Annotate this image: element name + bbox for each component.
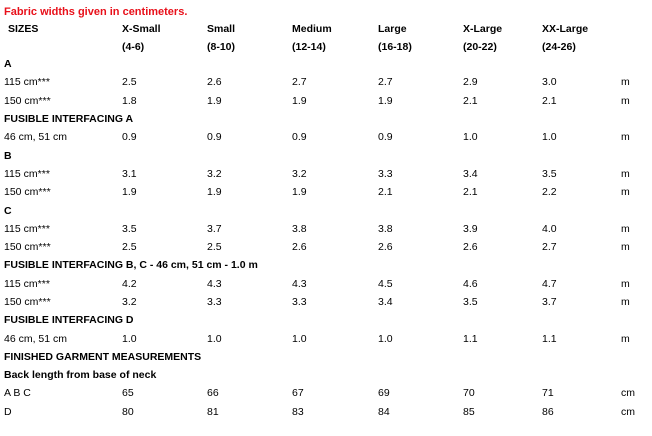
unit-cell: m [621,76,630,89]
table-cell: 2.5 [122,241,137,254]
table-cell: 3.5 [122,222,137,235]
table-cell: 85 [463,405,475,418]
unit-cell: m [621,131,630,144]
table-cell: 3.3 [292,296,307,308]
table-row [0,165,652,183]
table-row [0,128,652,146]
row-label: 150 cm*** [4,94,51,107]
section-heading: FUSIBLE INTERFACING B, C - 46 cm, 51 cm - 1.0 m [4,259,258,272]
table-cell: 67 [292,387,304,400]
table-row [0,293,652,311]
section-heading: FINISHED GARMENT MEASUREMENTS [4,350,202,363]
table-cell: 4.7 [542,277,557,290]
table-cell: 3.4 [378,296,393,308]
table-cell: 3.0 [542,76,557,89]
row-label: 46 cm, 51 cm [4,332,68,345]
table-cell: 2.6 [463,241,478,254]
table-cell: 0.9 [378,131,393,144]
table-cell: 3.1 [122,167,137,180]
table-cell: 3.3 [207,296,222,308]
table-cell: 69 [378,387,390,400]
table-row [0,183,652,201]
table-cell: 1.0 [378,332,393,345]
table-cell: 83 [292,405,304,418]
table-cell: 2.1 [463,186,478,199]
table-cell: 1.0 [292,332,307,345]
table-row [0,92,652,110]
section-row [0,311,652,329]
unit-cell: m [621,94,630,107]
unit-header [621,20,652,38]
section-heading: B [4,149,12,162]
fabric-width-note: Fabric widths given in centimeters. [4,6,188,18]
table-cell: 1.0 [207,332,222,345]
table-cell: 66 [207,387,219,400]
section-heading: FUSIBLE INTERFACING A [4,113,134,126]
table-cell: 65 [122,387,134,400]
row-label: 115 cm*** [4,167,50,180]
table-cell: 0.9 [292,131,307,144]
table-cell: 71 [542,387,554,400]
table-cell: 1.9 [292,186,307,199]
table-cell: 3.8 [292,222,307,235]
table-cell: 81 [207,405,219,418]
table-cell: 4.6 [463,277,478,290]
size-range-header: (16-18) [378,40,412,53]
size-range-header-row [0,38,652,55]
table-cell: 4.3 [292,277,307,290]
table-cell: 3.2 [122,296,137,308]
table-cell: 1.9 [122,186,137,199]
yardage-table [0,20,652,421]
row-label: 46 cm, 51 cm [4,131,68,144]
row-label: 115 cm*** [4,76,50,89]
row-label: 115 cm*** [4,222,50,235]
unit-cell: cm [621,405,635,418]
size-range-header: (24-26) [542,40,576,53]
table-cell: 3.9 [463,222,478,235]
unit-cell: cm [621,387,635,400]
table-cell: 2.9 [463,76,478,89]
table-cell: 1.9 [207,94,222,107]
row-label: 150 cm*** [4,241,51,254]
row-label: 150 cm*** [4,186,51,199]
table-cell: 2.6 [207,76,222,89]
size-name-header: X-Large [463,23,503,35]
sizes-label-spacer [0,38,122,55]
table-cell: 0.9 [207,131,222,144]
table-cell: 4.0 [542,222,557,235]
table-row [0,403,652,421]
table-cell: 1.9 [292,94,307,107]
size-name-header: XX-Large [542,23,589,35]
row-label: 115 cm*** [4,277,50,290]
table-cell: 1.1 [463,332,478,345]
size-range-header: (20-22) [463,40,497,53]
section-row [0,55,652,73]
table-cell: 2.7 [292,76,307,89]
row-label: D [4,405,12,418]
unit-header [621,38,652,55]
table-cell: 3.5 [542,167,557,180]
table-cell: 4.2 [122,277,137,290]
table-row [0,238,652,256]
table-cell: 3.2 [292,167,307,180]
table-cell: 0.9 [122,131,137,144]
section-heading: C [4,204,12,217]
table-cell: 2.7 [542,241,557,254]
size-name-header-row [0,20,652,38]
unit-cell: m [621,186,630,199]
size-range-header: (8-10) [207,40,236,53]
table-cell: 3.4 [463,167,478,180]
table-cell: 3.3 [378,167,393,180]
table-row [0,73,652,91]
table-cell: 86 [542,405,554,418]
size-name-header: Small [207,23,236,35]
table-row [0,220,652,238]
table-cell: 1.1 [542,332,557,345]
size-name-header: Large [378,23,407,35]
table-cell: 2.2 [542,186,557,199]
table-cell: 1.0 [463,131,478,144]
table-cell: 2.6 [292,241,307,254]
table-cell: 4.5 [378,277,393,290]
sizes-label: SIZES [8,23,39,35]
table-cell: 80 [122,405,134,418]
unit-cell: m [621,167,630,180]
size-name-header: Medium [292,23,332,35]
section-row [0,110,652,128]
table-cell: 2.7 [378,76,393,89]
unit-cell: m [621,332,630,345]
table-cell: 3.7 [542,296,557,308]
size-range-header: (12-14) [292,40,326,53]
table-row [0,329,652,347]
table-cell: 3.2 [207,167,222,180]
unit-cell: m [621,296,630,308]
table-cell: 2.1 [463,94,478,107]
unit-cell: m [621,222,630,235]
section-heading: FUSIBLE INTERFACING D [4,314,134,327]
table-cell: 1.8 [122,94,137,107]
size-name-header: X-Small [122,23,161,35]
section-row [0,348,652,366]
section-heading: A [4,58,12,71]
section-heading: Back length from base of neck [4,369,157,382]
table-cell: 2.1 [542,94,557,107]
table-cell: 2.1 [378,186,393,199]
table-cell: 70 [463,387,475,400]
section-row [0,366,652,384]
table-cell: 1.0 [122,332,137,345]
unit-cell: m [621,277,630,290]
table-row [0,384,652,402]
table-cell: 3.5 [463,296,478,308]
row-label: A B C [4,387,31,400]
unit-cell: m [621,241,630,254]
table-cell: 2.5 [207,241,222,254]
table-cell: 84 [378,405,390,418]
section-row [0,201,652,219]
table-cell: 2.5 [122,76,137,89]
table-cell: 1.0 [542,131,557,144]
section-row [0,256,652,274]
table-cell: 2.6 [378,241,393,254]
table-cell: 1.9 [378,94,393,107]
size-range-header: (4-6) [122,40,145,53]
table-cell: 3.8 [378,222,393,235]
table-cell: 1.9 [207,186,222,199]
table-cell: 3.7 [207,222,222,235]
section-row [0,146,652,164]
table-row [0,275,652,293]
row-label: 150 cm*** [4,296,51,308]
table-cell: 4.3 [207,277,222,290]
